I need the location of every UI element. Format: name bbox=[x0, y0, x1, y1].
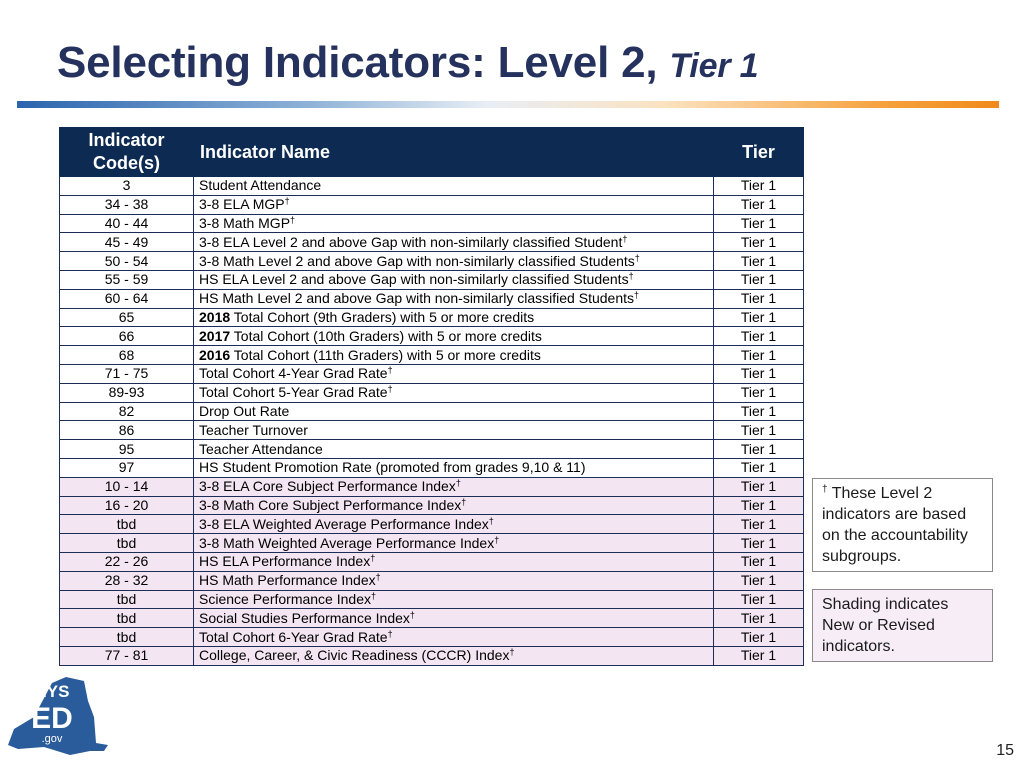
indicator-name-cell bbox=[194, 252, 714, 271]
indicator-name-cell bbox=[194, 421, 714, 440]
tier-cell: Tier 1 bbox=[714, 308, 804, 327]
indicator-code-cell: 97 bbox=[60, 458, 194, 477]
dagger-mark: † bbox=[387, 365, 393, 376]
indicator-table bbox=[59, 127, 804, 666]
table-row bbox=[60, 458, 804, 477]
indicator-name-cell bbox=[194, 440, 714, 459]
indicator-name-cell bbox=[194, 364, 714, 383]
logo-text-ed: ED bbox=[31, 702, 73, 735]
indicator-name-cell bbox=[194, 383, 714, 402]
dagger-mark: † bbox=[284, 196, 290, 207]
dagger-mark: † bbox=[509, 647, 515, 658]
dagger-mark: † bbox=[488, 515, 494, 526]
indicator-name-text: Total Cohort 6-Year Grad Rate bbox=[199, 628, 388, 645]
indicator-name-cell bbox=[194, 233, 714, 252]
indicator-name-cell bbox=[194, 214, 714, 233]
table-row bbox=[60, 383, 804, 402]
table-row bbox=[60, 440, 804, 459]
table-row bbox=[60, 477, 804, 496]
tier-cell: Tier 1 bbox=[714, 402, 804, 421]
tier-cell: Tier 1 bbox=[714, 628, 804, 647]
header-indicator-codes: Indicator Code(s) bbox=[60, 128, 194, 177]
indicator-name-text: Teacher Attendance bbox=[199, 440, 323, 457]
indicator-name-text: 3-8 ELA Core Subject Performance Index bbox=[199, 478, 456, 495]
dagger-mark: † bbox=[375, 572, 381, 583]
indicator-name-cell bbox=[194, 609, 714, 628]
table-row bbox=[60, 590, 804, 609]
cohort-year: 2017 bbox=[199, 327, 231, 344]
logo-text-nys: NYS bbox=[34, 682, 70, 701]
indicator-code-cell: 16 - 20 bbox=[60, 496, 194, 515]
dagger-mark: † bbox=[461, 496, 467, 507]
indicator-name-text: Total Cohort 5-Year Grad Rate bbox=[199, 384, 388, 401]
page-number: 15 bbox=[996, 742, 1014, 759]
table-row bbox=[60, 628, 804, 647]
indicator-code-cell: 40 - 44 bbox=[60, 214, 194, 233]
logo-text-gov: .gov bbox=[41, 733, 63, 745]
indicator-code-cell: 86 bbox=[60, 421, 194, 440]
tier-cell: Tier 1 bbox=[714, 195, 804, 214]
indicator-code-cell: 60 - 64 bbox=[60, 289, 194, 308]
indicator-name-text: 3-8 Math Level 2 and above Gap with non-similarly classified Students bbox=[199, 252, 635, 269]
tier-cell: Tier 1 bbox=[714, 458, 804, 477]
tier-cell: Tier 1 bbox=[714, 496, 804, 515]
tier-cell: Tier 1 bbox=[714, 534, 804, 553]
table-row bbox=[60, 346, 804, 365]
indicator-name-cell bbox=[194, 458, 714, 477]
indicator-name-text: HS ELA Level 2 and above Gap with non-similarly classified Students bbox=[199, 271, 629, 288]
indicator-code-cell: 28 - 32 bbox=[60, 571, 194, 590]
tier-cell: Tier 1 bbox=[714, 440, 804, 459]
tier-cell: Tier 1 bbox=[714, 252, 804, 271]
tier-cell: Tier 1 bbox=[714, 233, 804, 252]
indicator-name-text: Total Cohort (9th Graders) with 5 or more credits bbox=[230, 308, 535, 325]
table-row bbox=[60, 571, 804, 590]
indicator-name-text: 3-8 ELA Weighted Average Performance Index bbox=[199, 515, 489, 532]
tier-cell: Tier 1 bbox=[714, 609, 804, 628]
indicator-name-text: College, Career, & Civic Readiness (CCCR) Index bbox=[199, 647, 510, 664]
indicator-name-cell bbox=[194, 552, 714, 571]
tier-cell: Tier 1 bbox=[714, 327, 804, 346]
table-row bbox=[60, 252, 804, 271]
tier-cell: Tier 1 bbox=[714, 590, 804, 609]
indicator-name-cell bbox=[194, 308, 714, 327]
tier-cell: Tier 1 bbox=[714, 646, 804, 665]
indicator-name-cell bbox=[194, 571, 714, 590]
shading-legend bbox=[812, 589, 993, 662]
tier-cell: Tier 1 bbox=[714, 177, 804, 196]
header-tier: Tier bbox=[714, 128, 804, 177]
table-row bbox=[60, 270, 804, 289]
indicator-name-cell bbox=[194, 346, 714, 365]
indicator-code-cell: tbd bbox=[60, 628, 194, 647]
title-emphasis: Tier 1 bbox=[669, 47, 759, 85]
dagger-footnote-text: These Level 2 indicators are based on the accountability subgroups. bbox=[822, 485, 968, 565]
tier-cell: Tier 1 bbox=[714, 421, 804, 440]
dagger-mark: † bbox=[634, 252, 640, 263]
indicator-name-cell bbox=[194, 195, 714, 214]
header-indicator-name: Indicator Name bbox=[194, 128, 714, 177]
indicator-code-cell: tbd bbox=[60, 534, 194, 553]
table-row bbox=[60, 214, 804, 233]
dagger-mark: † bbox=[290, 214, 296, 225]
indicator-name-text: Science Performance Index bbox=[199, 590, 371, 607]
indicator-name-text: Teacher Turnover bbox=[199, 421, 308, 438]
table-row bbox=[60, 195, 804, 214]
table-row bbox=[60, 289, 804, 308]
tier-cell: Tier 1 bbox=[714, 346, 804, 365]
indicator-code-cell: 82 bbox=[60, 402, 194, 421]
title-main: Selecting Indicators: Level 2, bbox=[57, 38, 658, 87]
indicator-code-cell: 50 - 54 bbox=[60, 252, 194, 271]
indicator-code-cell: 66 bbox=[60, 327, 194, 346]
shading-legend-text: Shading indicates New or Revised indicators. bbox=[822, 596, 949, 655]
indicator-code-cell: tbd bbox=[60, 590, 194, 609]
tier-cell: Tier 1 bbox=[714, 552, 804, 571]
indicator-name-cell bbox=[194, 628, 714, 647]
indicator-name-text: HS Math Performance Index bbox=[199, 572, 376, 589]
indicator-code-cell: 34 - 38 bbox=[60, 195, 194, 214]
indicator-name-text: Drop Out Rate bbox=[199, 402, 290, 419]
nysed-logo bbox=[4, 673, 110, 759]
indicator-name-cell bbox=[194, 177, 714, 196]
indicator-name-text: 3-8 Math MGP bbox=[199, 214, 291, 231]
dagger-mark: † bbox=[387, 384, 393, 395]
indicator-name-text: Total Cohort (11th Graders) with 5 or more credits bbox=[230, 346, 541, 363]
table-row bbox=[60, 552, 804, 571]
dagger-symbol: † bbox=[822, 484, 828, 495]
table-row bbox=[60, 515, 804, 534]
indicator-name-text: 3-8 ELA MGP bbox=[199, 196, 285, 213]
dagger-mark: † bbox=[409, 609, 415, 620]
table-row bbox=[60, 646, 804, 665]
tier-cell: Tier 1 bbox=[714, 289, 804, 308]
tier-cell: Tier 1 bbox=[714, 364, 804, 383]
table-header-row bbox=[60, 128, 804, 177]
table-row bbox=[60, 402, 804, 421]
indicator-name-cell bbox=[194, 327, 714, 346]
indicator-name-cell bbox=[194, 646, 714, 665]
indicator-code-cell: 45 - 49 bbox=[60, 233, 194, 252]
indicator-name-cell bbox=[194, 496, 714, 515]
indicator-name-text: 3-8 ELA Level 2 and above Gap with non-similarly classified Student bbox=[199, 233, 623, 250]
indicator-name-text: 3-8 Math Core Subject Performance Index bbox=[199, 496, 462, 513]
indicator-name-text: HS Math Level 2 and above Gap with non-similarly classified Students bbox=[199, 290, 634, 307]
table-row bbox=[60, 177, 804, 196]
slide-title bbox=[57, 38, 758, 88]
indicator-code-cell: 71 - 75 bbox=[60, 364, 194, 383]
tier-cell: Tier 1 bbox=[714, 270, 804, 289]
indicator-name-cell bbox=[194, 534, 714, 553]
indicator-name-cell bbox=[194, 590, 714, 609]
indicator-code-cell: 95 bbox=[60, 440, 194, 459]
table-row bbox=[60, 364, 804, 383]
indicator-code-cell: 89-93 bbox=[60, 383, 194, 402]
dagger-footnote bbox=[812, 478, 993, 572]
table-row bbox=[60, 609, 804, 628]
table-row bbox=[60, 421, 804, 440]
indicator-name-text: Total Cohort (10th Graders) with 5 or more credits bbox=[230, 327, 542, 344]
indicator-code-cell: tbd bbox=[60, 515, 194, 534]
indicator-code-cell: 68 bbox=[60, 346, 194, 365]
tier-cell: Tier 1 bbox=[714, 383, 804, 402]
dagger-mark: † bbox=[370, 590, 376, 601]
dagger-mark: † bbox=[634, 290, 640, 301]
title-divider-gradient bbox=[17, 101, 999, 108]
indicator-name-text: Social Studies Performance Index bbox=[199, 609, 410, 626]
tier-cell: Tier 1 bbox=[714, 571, 804, 590]
table-row bbox=[60, 233, 804, 252]
indicator-table-body bbox=[60, 177, 804, 666]
indicator-code-cell: 3 bbox=[60, 177, 194, 196]
indicator-name-text: 3-8 Math Weighted Average Performance Index bbox=[199, 534, 495, 551]
cohort-year: 2018 bbox=[199, 308, 231, 325]
dagger-mark: † bbox=[628, 271, 634, 282]
dagger-mark: † bbox=[387, 628, 393, 639]
indicator-name-cell bbox=[194, 515, 714, 534]
tier-cell: Tier 1 bbox=[714, 214, 804, 233]
indicator-code-cell: 22 - 26 bbox=[60, 552, 194, 571]
indicator-code-cell: tbd bbox=[60, 609, 194, 628]
table-row bbox=[60, 308, 804, 327]
cohort-year: 2016 bbox=[199, 346, 231, 363]
indicator-name-cell bbox=[194, 402, 714, 421]
indicator-code-cell: 77 - 81 bbox=[60, 646, 194, 665]
indicator-code-cell: 10 - 14 bbox=[60, 477, 194, 496]
dagger-mark: † bbox=[622, 233, 628, 244]
indicator-name-text: Student Attendance bbox=[199, 177, 322, 194]
dagger-mark: † bbox=[494, 534, 500, 545]
tier-cell: Tier 1 bbox=[714, 477, 804, 496]
tier-cell: Tier 1 bbox=[714, 515, 804, 534]
indicator-name-text: HS ELA Performance Index bbox=[199, 553, 371, 570]
dagger-mark: † bbox=[370, 553, 376, 564]
indicator-name-cell bbox=[194, 270, 714, 289]
dagger-mark: † bbox=[455, 478, 461, 489]
table-row bbox=[60, 534, 804, 553]
indicator-name-cell bbox=[194, 477, 714, 496]
table-row bbox=[60, 496, 804, 515]
table-row bbox=[60, 327, 804, 346]
indicator-name-text: HS Student Promotion Rate (promoted from grades 9,10 & 11) bbox=[199, 459, 586, 476]
indicator-code-cell: 55 - 59 bbox=[60, 270, 194, 289]
indicator-name-text: Total Cohort 4-Year Grad Rate bbox=[199, 365, 388, 382]
indicator-name-cell bbox=[194, 289, 714, 308]
indicator-code-cell: 65 bbox=[60, 308, 194, 327]
